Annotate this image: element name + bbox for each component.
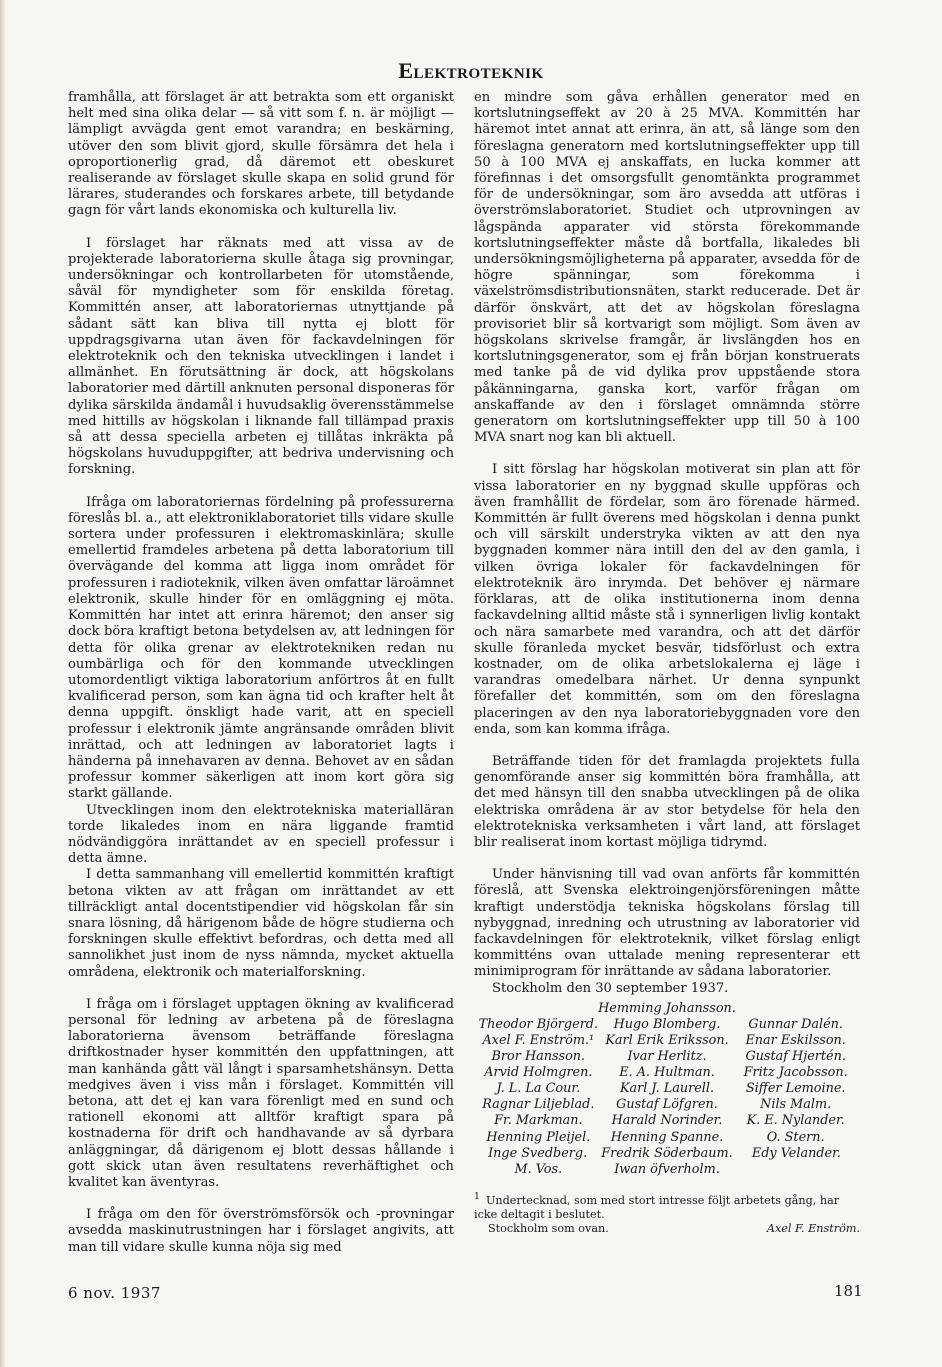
signature: Siffer Lemoine. <box>745 1081 846 1097</box>
footnote-mark: 1 <box>474 1190 480 1202</box>
paragraph: en mindre som gåva erhållen generator med en kortslutningseffekt av 20 à 25 MVA. Kommittén har häremot intet annat att erinra, än att, så länge som den föreslagna generatorn med kortslutningseffekter upp till 50 à 100 MVA ej anskaffats, en lucka kommer att förefinnas i det omsorgsfullt genomtänkta programmet för de undersökningar, som äro avsedda att utföras i överströmslaboratoriet. Studiet och utprovningen av lågspända apparater vid största förekommande kortslutningseffekter måste då bortfalla, likaledes bli undersökningsmöjligheterna på apparater, avsedda för de högre spänningar, som förekomma i växelströmsdistributionsnäten, starkt reducerade. Det är därför önskvärt, att det av högskolan föreslagna provisoriet blir så kortvarigt som möjligt. Som även av högskolans skrivelse framgår, är livslängden hos en kortslutningsgenerator, som ej från början konstruerats med tanke på de vid dylika prov uppstående stora påkänningarna, ganska kort, varför frågan om anskaffande av den i förslaget omnämnda större generatorn om kortslutningseffekter upp till 50 à 100 MVA snart nog kan bli aktuell. <box>474 90 860 446</box>
page-header: Elektroteknik <box>398 58 544 83</box>
signature-block <box>474 1001 860 1178</box>
signature: Fritz Jacobsson. <box>743 1065 848 1081</box>
signature: J. L. La Cour. <box>496 1081 581 1097</box>
signature: Ivar Herlitz. <box>627 1049 707 1065</box>
signature-row <box>474 1162 860 1178</box>
paragraph: I sitt förslag har högskolan motiverat sin plan att för vissa laboratorier en ny byggnad skulle uppföras och även framhållit de fördelar, som äro förenade härmed. Kommittén är fullt överens med högskolan i denna punkt och vill särskilt understryka vikten av att den nya byggnaden kommer nära intill den del av den gamla, i vilken övriga lokaler för fackavdelningen för elektroteknik äro inrymda. Det behöver ej närmare förklaras, att de olika institutionerna inom denna fackavdelning alltid måste stå i synnerligen livlig kontakt och nära samarbete med varandra, och att det därför skulle föranleda mycket besvär, tidsförlust och extra kostnader, om de olika arbetslokalerna ej läge i varandras omedelbara närhet. Ur denna synpunkt förefaller det kommittén, som om den föreslagna placeringen av den nya laboratoriebyggnaden vore den enda, som kan komma ifråga. <box>474 462 860 737</box>
signature: Inge Svedberg. <box>488 1145 588 1161</box>
signature: Theodor Björgerd. <box>478 1016 599 1032</box>
page-edge-shadow <box>0 0 6 1367</box>
signature: Henning Pleijel. <box>486 1129 591 1145</box>
page-number: 181 <box>834 1282 863 1300</box>
paragraph: Under hänvisning till vad ovan anförts får kommittén föreslå, att Svenska elektroingenjörsföreningen måtte kraftigt understödja tekniska högskolans förslag till nybyggnad, inredning och utrustning av laboratorier vid fackavdelningen för elektroteknik, vilket förslag enligt kommitténs ovan uttalade mening representerar ett minimiprogram för inrättande av sådana laboratorier. <box>474 867 860 980</box>
signature: Ragnar Liljeblad. <box>482 1097 595 1113</box>
signature: Gustaf Löfgren. <box>616 1097 718 1113</box>
signature: Arvid Holmgren. <box>484 1065 593 1081</box>
signature-row <box>474 1130 860 1146</box>
place-date-line: Stockholm den 30 september 1937. <box>492 980 729 996</box>
signature: Hugo Blomberg. <box>613 1016 721 1032</box>
signature: Fr. Markman. <box>494 1113 583 1129</box>
footnote <box>474 1190 860 1236</box>
signature: Henning Spanne. <box>610 1129 724 1145</box>
signature-row <box>474 1113 860 1129</box>
signature: Edy Velander. <box>751 1145 841 1161</box>
paragraph: I förslaget har räknats med att vissa av de projekterade laboratorierna skulle åtaga sig provningar, undersökningar och kontrollarbeten för utomstående, såväl för myndigheter som för enskilda företag. Kommittén anser, att laboratoriernas utnyttjande på sådant sätt kan bliva till nytta ej blott för uppdragsgivarna utan även för fackavdelningen för elektroteknik och den tekniska utvecklingen i landet i allmänhet. En förutsättning är dock, att högskolans laboratorier med därtill anknuten personal disponeras för dylika särskilda ändamål i huvudsaklig överensstämmelse med hittills av högskolan i liknande fall tillämpad praxis så att dessa speciella arbeten ej tillåtas inkräkta på högskolans huvuduppgifter, att bedriva undervisning och forskning. <box>68 235 454 478</box>
signature: Fredrik Söderbaum. <box>601 1145 733 1161</box>
signature: Axel F. Enström.¹ <box>482 1032 595 1048</box>
paragraph: I detta sammanhang vill emellertid kommittén kraftigt betona vikten av att frågan om inrättandet av ett tillräckligt antal docentstipendier vid högskolan får sin snara lösning, då härigenom både de högre studierna och forskningen skulle effektivt befordras, och detta med all sannolikhet just inom de nyss nämnda, mycket aktuella områdena, elektronik och materialforskning. <box>68 867 454 980</box>
signature: Karl J. Laurell. <box>619 1081 715 1097</box>
signature-row <box>474 1033 860 1049</box>
right-column <box>474 90 860 1236</box>
signature: O. Stern. <box>766 1129 825 1145</box>
signature: Nils Malm. <box>760 1097 832 1113</box>
signature-row <box>474 1097 860 1113</box>
signature: Gustaf Hjertén. <box>745 1049 846 1065</box>
paragraph: Utvecklingen inom den elektrotekniska materialläran torde likaledes inom en nära liggande framtid nödvändiggöra inrättandet av en speciell professur i detta ämne. <box>68 802 454 867</box>
signature: Bror Hansson. <box>491 1049 586 1065</box>
signature: Harald Norinder. <box>611 1113 723 1129</box>
signature-row <box>474 1065 860 1081</box>
signature-row <box>474 1017 860 1033</box>
signature: K. E. Nylander. <box>746 1113 845 1129</box>
footnote-sign-line <box>474 1222 860 1236</box>
signature-row <box>474 1146 860 1162</box>
footnote-text: Undertecknad, som med stort intresse följt arbetets gång, har icke deltagit i beslutet. <box>474 1193 840 1221</box>
signature-lead: Hemming Johansson. <box>598 1000 736 1016</box>
signature: Iwan öfverholm. <box>614 1161 720 1177</box>
paragraph: I fråga om den för överströmsförsök och -provningar avsedda maskinutrustningen har i förslaget angivits, att man till vidare skulle kunna nöja sig med <box>68 1207 454 1255</box>
left-column <box>68 90 454 1256</box>
issue-date: 6 nov. 1937 <box>68 1284 161 1302</box>
paragraph: Ifråga om laboratoriernas fördelning på professurerna föreslås bl. a., att elektroniklaboratoriet tills vidare skulle sortera under professuren i elektromaskinlära; skulle emellertid framdeles arbetena på detta laboratorium till övervägande del komma att ligga inom området för professuren i radioteknik, vilken även omfattar läroämnet elektronik, skulle hinder för en omläggning ej möta. Kommittén har intet att erinra häremot; den anser sig dock böra kraftigt betona betydelsen av, att ledningen för detta för olika grenar av elektrotekniken redan nu oumbärliga och för den kommande utvecklingen utomordentligt viktiga laboratorium anförtros åt en fullt kvalificerad person, som kan ägna tid och krafter helt åt denna uppgift. önskligt hade varit, att en speciell professur i elektronik jämte angränsande områden blivit inrättad, och att ledningen av laboratoriet lagts i händerna på innehavaren av denna. Behovet av en sådan professur kommer säkerligen att inom kort göra sig starkt gällande. <box>68 494 454 802</box>
footnote-signer: Axel F. Enström. <box>766 1221 860 1235</box>
signature: Enar Eskilsson. <box>745 1032 846 1048</box>
footnote-place: Stockholm som ovan. <box>488 1221 609 1235</box>
signature <box>731 1162 860 1178</box>
signature: Karl Erik Eriksson. <box>605 1032 729 1048</box>
paragraph: framhålla, att förslaget är att betrakta som ett organiskt helt med sina olika delar — så vitt som f. n. är möjligt — lämpligt avvägda gent emot varandra; en beskärning, utöver den som blivit gjord, skulle försämra det hela i oproportionerlig grad, då däremot ett obeskuret realiserande av förslaget skulle skapa en solid grund för lärares, studerandes och forskares arbete, till betydande gagn för vårt lands ekonomiska och kulturella liv. <box>68 90 454 219</box>
signature-row <box>474 1081 860 1097</box>
paragraph: I fråga om i förslaget upptagen ökning av kvalificerad personal för ledning av arbetena på de föreslagna laboratorierna ävensom beträffande föreslagna driftkostnader hyser kommittén den uppfattningen, att man kanhända gått väl långt i sparsamhetshänsyn. Detta medgives även i viss mån i förslaget. Kommittén vill betona, att det ej kan vara förenligt med en sund och rationell ekonomi att alltför kraftigt spara på kostnaderna för drift och handhavande av så dyrbara anläggningar, då därigenom ej blott dessas hållande i gott skick utan även resultatens reverhäftighet och kvalitet kan äventyras. <box>68 996 454 1190</box>
paragraph: Beträffande tiden för det framlagda projektets fulla genomförande anser sig kommittén böra framhålla, att det med hänsyn till den snabba utvecklingen på de olika elektriska områdena är av stor betydelse för hela den elektrotekniska verksamheten i vårt land, att förslaget blir realiserat inom kortast möjliga tidrymd. <box>474 753 860 850</box>
signature: M. Vos. <box>514 1161 563 1177</box>
signature: Gunnar Dalén. <box>748 1016 843 1032</box>
signature: E. A. Hultman. <box>619 1065 715 1081</box>
signature-row <box>474 1049 860 1065</box>
